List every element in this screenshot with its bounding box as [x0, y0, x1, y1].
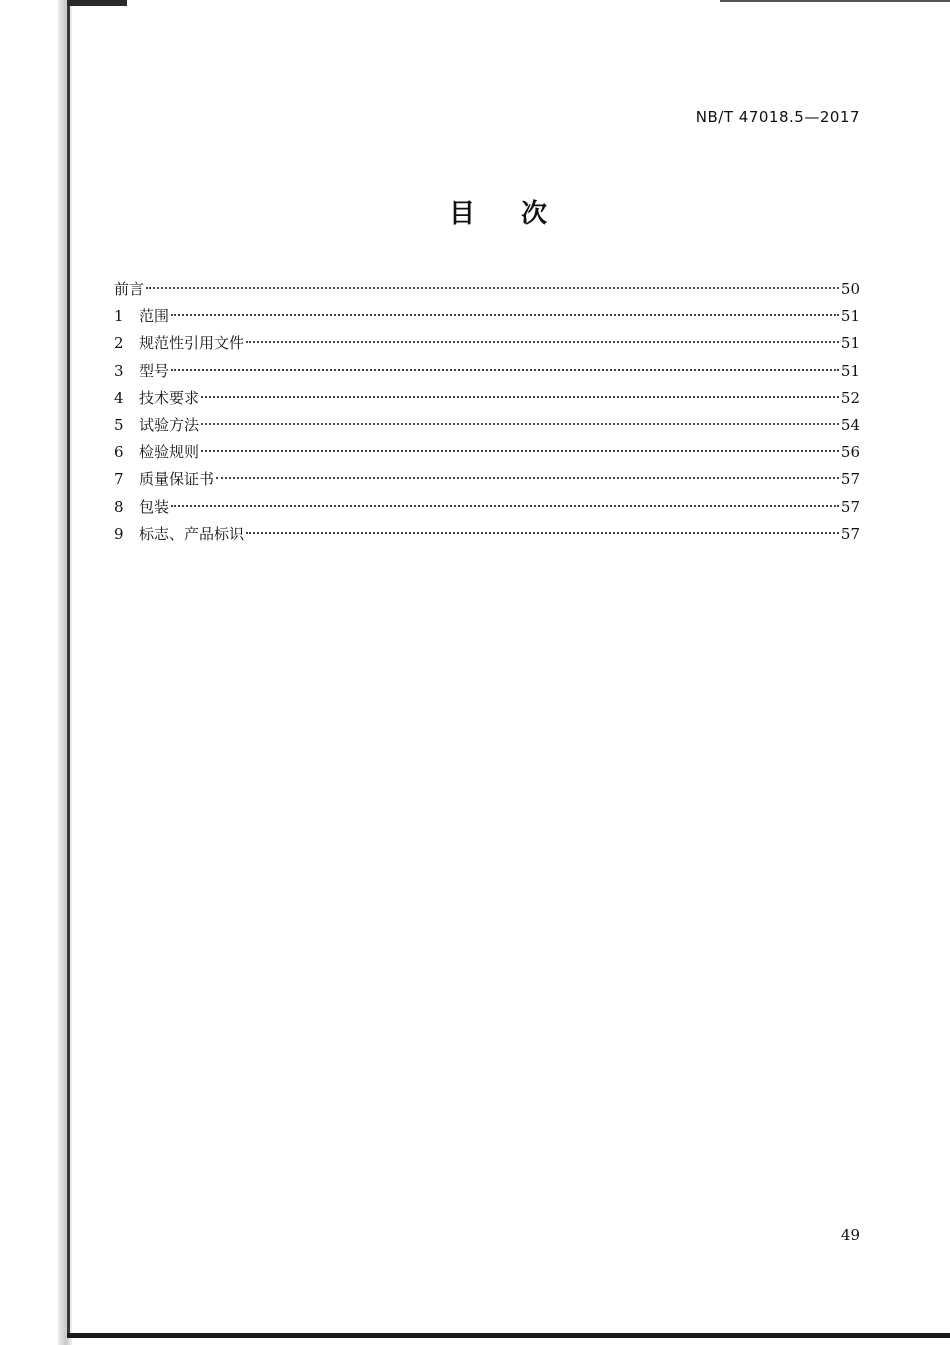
- toc-entry-foreword[interactable]: [114, 276, 860, 303]
- toc-entry-page: 50: [840, 280, 860, 298]
- toc-entry-number: 3: [114, 361, 124, 380]
- toc-entry-page: 52: [840, 388, 860, 407]
- toc-entry-number: 8: [114, 497, 124, 516]
- toc-entry-6[interactable]: [114, 439, 860, 466]
- page-edge-top: [67, 0, 127, 6]
- toc-entry-label: 技术要求: [139, 388, 200, 407]
- toc-entry-number: 6: [114, 443, 124, 462]
- dot-leader: [146, 287, 839, 289]
- standard-code: NB/T 47018.5—2017: [695, 108, 860, 126]
- toc-entry-9[interactable]: [114, 521, 860, 548]
- toc-entry-label: 范围: [139, 307, 170, 326]
- dot-leader: [216, 477, 839, 479]
- dot-leader: [246, 532, 839, 534]
- toc-entry-label: 检验规则: [139, 443, 200, 462]
- dot-leader: [171, 369, 839, 371]
- toc-entry-3[interactable]: [114, 358, 860, 385]
- toc-entry-2[interactable]: [114, 330, 860, 357]
- toc-entry-label: 前言: [114, 280, 145, 298]
- toc-entry-page: 51: [840, 334, 860, 353]
- toc-entry-number: 1: [114, 307, 124, 326]
- toc-entry-label: 质量保证书: [139, 470, 215, 489]
- toc-entry-1[interactable]: [114, 303, 860, 330]
- dot-leader: [201, 423, 839, 425]
- toc-entry-label: 型号: [139, 361, 170, 380]
- dot-leader: [171, 505, 839, 507]
- toc-entry-7[interactable]: [114, 466, 860, 493]
- toc-entry-label: 包装: [139, 497, 170, 516]
- table-of-contents: [114, 276, 860, 548]
- dot-leader: [246, 341, 839, 343]
- dot-leader: [201, 450, 839, 452]
- toc-entry-page: 57: [840, 470, 860, 489]
- toc-entry-page: 56: [840, 443, 860, 462]
- toc-entry-number: 7: [114, 470, 124, 489]
- toc-entry-8[interactable]: [114, 494, 860, 521]
- toc-entry-page: 57: [840, 524, 860, 543]
- toc-entry-page: 54: [840, 415, 860, 434]
- toc-entry-page: 51: [840, 307, 860, 326]
- page-edge-bottom: [67, 1333, 950, 1338]
- dot-leader: [171, 314, 839, 316]
- toc-entry-number: 5: [114, 415, 124, 434]
- toc-entry-number: 2: [114, 334, 124, 353]
- toc-entry-number: 9: [114, 524, 124, 543]
- toc-entry-5[interactable]: [114, 412, 860, 439]
- toc-entry-label: 规范性引用文件: [139, 334, 245, 353]
- toc-entry-4[interactable]: [114, 385, 860, 412]
- page-edge-top-right: [720, 0, 950, 2]
- page-number: 49: [840, 1226, 860, 1244]
- toc-entry-page: 51: [840, 361, 860, 380]
- page-title: 目次: [448, 199, 593, 229]
- dot-leader: [201, 396, 839, 398]
- toc-entry-label: 试验方法: [139, 415, 200, 434]
- toc-entry-page: 57: [840, 497, 860, 516]
- toc-entry-number: 4: [114, 388, 124, 407]
- toc-entry-label: 标志、产品标识: [139, 524, 245, 543]
